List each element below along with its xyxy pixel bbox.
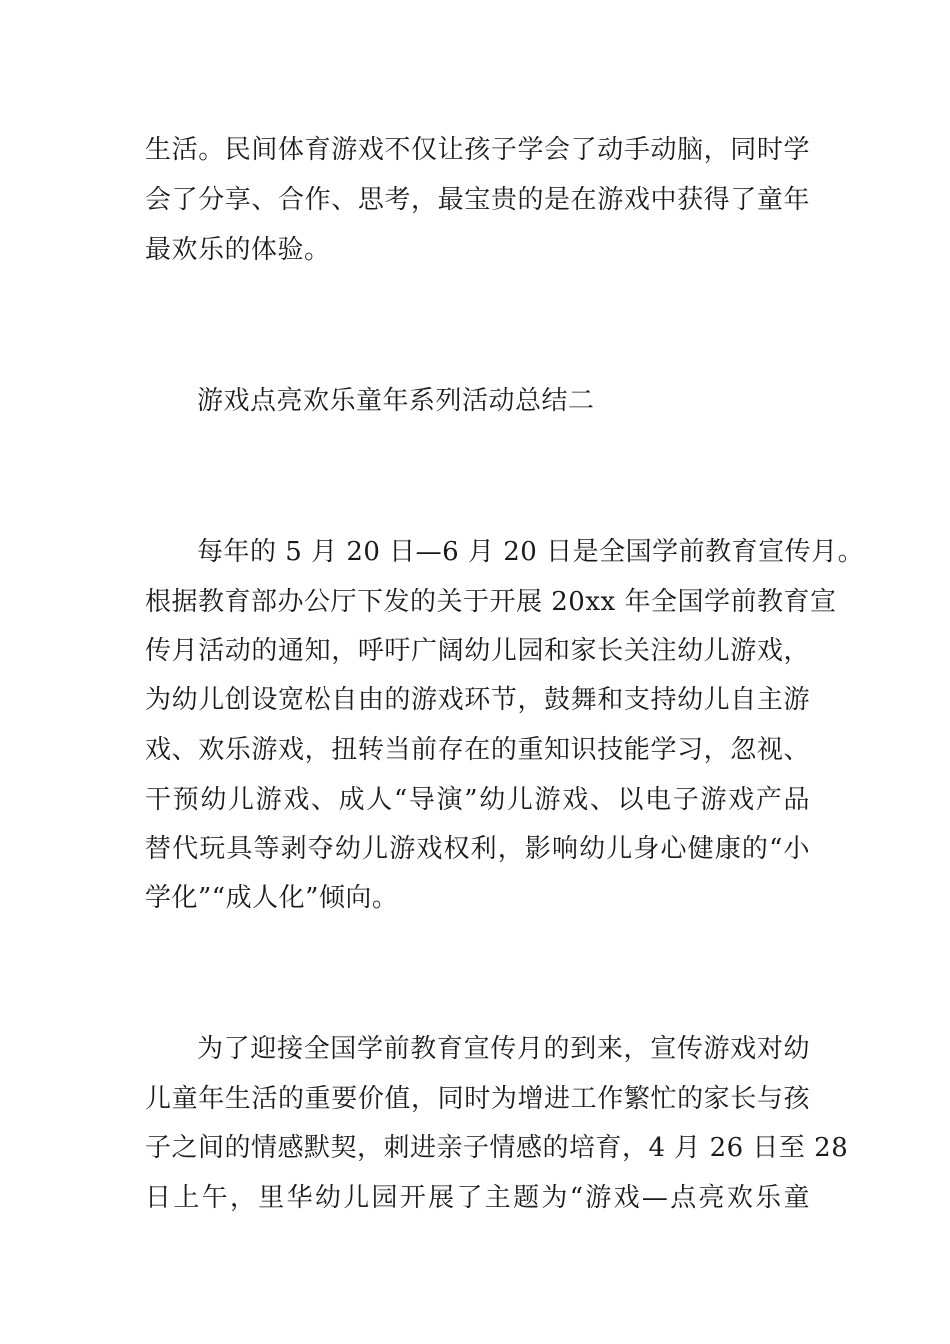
paragraph-2-line-1: 每年的 5 月 20 日—6 月 20 日是全国学前教育宣传月。 (197, 537, 865, 567)
paragraph-1-line-1: 生活。民间体育游戏不仅让孩子学会了动手动脑，同时学 (145, 135, 810, 165)
section-title: 游戏点亮欢乐童年系列活动总结二 (197, 386, 595, 416)
paragraph-2-line-3: 传月活动的通知，呼吁广阔幼儿园和家长关注幼儿游戏， (145, 636, 810, 666)
paragraph-3-line-4: 日上午，里华幼儿园开展了主题为“游戏—点亮欢乐童 (145, 1183, 810, 1213)
paragraph-2-line-5: 戏、欢乐游戏，扭转当前存在的重知识技能学习，忽视、 (145, 735, 810, 765)
paragraph-3-line-1: 为了迎接全国学前教育宣传月的到来，宣传游戏对幼 (197, 1034, 810, 1064)
paragraph-1-line-3: 最欢乐的体验。 (145, 235, 331, 265)
paragraph-2-line-2: 根据教育部办公厅下发的关于开展 20xx 年全国学前教育宣 (145, 587, 837, 617)
paragraph-1-line-2: 会了分享、合作、思考，最宝贵的是在游戏中获得了童年 (145, 185, 810, 215)
paragraph-2-line-6: 干预幼儿游戏、成人“导演”幼儿游戏、以电子游戏产品 (145, 785, 810, 815)
paragraph-3-line-2: 儿童年生活的重要价值，同时为增进工作繁忙的家长与孩 (145, 1084, 810, 1114)
paragraph-2-line-4: 为幼儿创设宽松自由的游戏环节，鼓舞和支持幼儿自主游 (145, 685, 810, 715)
paragraph-2-line-8: 学化”“成人化”倾向。 (145, 883, 399, 913)
paragraph-2-line-7: 替代玩具等剥夺幼儿游戏权利，影响幼儿身心健康的“小 (145, 834, 810, 864)
paragraph-3-line-3: 子之间的情感默契，刺进亲子情感的培育，4 月 26 日至 28 (145, 1133, 849, 1163)
